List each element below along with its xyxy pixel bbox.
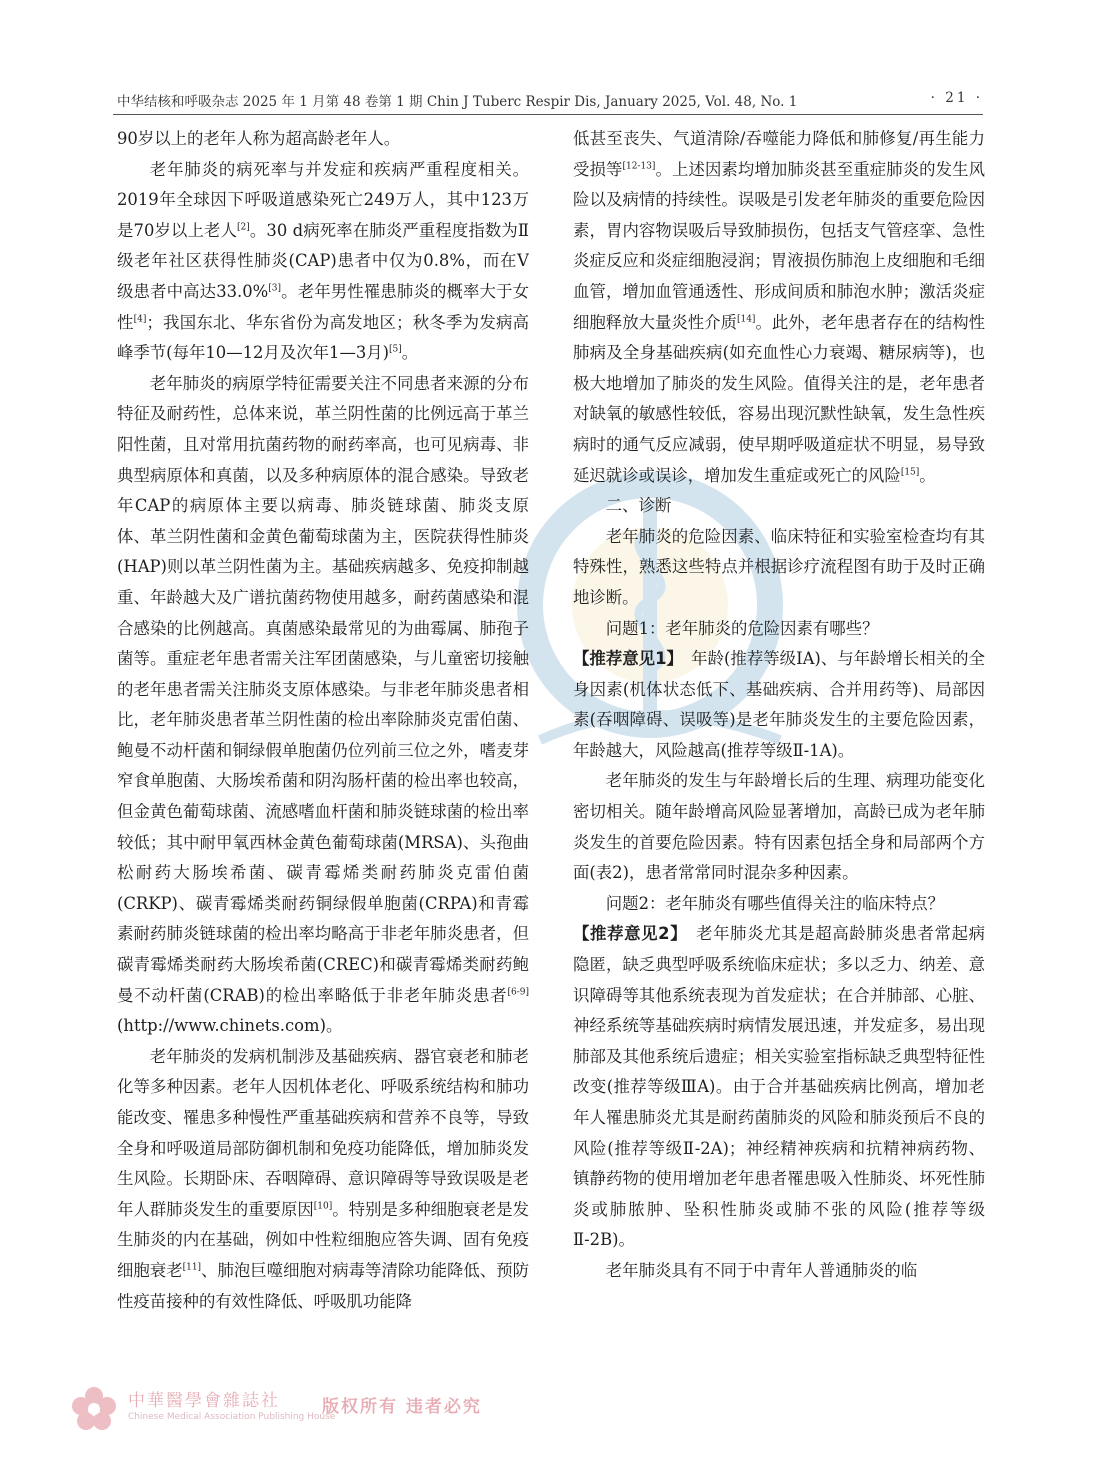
paragraph-text: 年龄(推荐等级ⅠA)、与年龄增长相关的全身因素(机体状态低下、基础疾病、合并用药等)、局部因素(吞咽障碍、误吸等)是老年肺炎发生的主要危险因素，年龄越大，风险越高(推荐等级Ⅱ-1A)。: [573, 649, 985, 760]
recommendation-paragraph: [573, 644, 985, 766]
running-header: [113, 88, 983, 114]
paragraph-text: 低甚至丧失、气道清除/吞噬能力降低和肺修复/再生能力受损等: [573, 129, 985, 179]
body-paragraph: [117, 369, 529, 1042]
body-paragraph: [117, 155, 529, 369]
paragraph-text: 90岁以上的老年人称为超高龄老年人。: [117, 129, 401, 148]
paragraph-text: ；我国东北、华东省份为高发地区；秋冬季为发病高峰季节(每年10—12月及次年1—3月): [117, 312, 529, 363]
citation-reference: [10]: [313, 1201, 333, 1212]
publisher-name-cn: 中華醫學會雜誌社: [128, 1391, 280, 1411]
recommendation-label: 【推荐意见1】: [573, 649, 675, 669]
paragraph-text: 问题2：老年肺炎有哪些值得关注的临床特点？: [605, 893, 945, 913]
body-paragraph: [117, 1042, 529, 1317]
paragraph-text: 问题1：老年肺炎的危险因素有哪些？: [605, 618, 879, 638]
body-paragraph: [573, 124, 985, 491]
citation-reference: [14]: [736, 314, 756, 325]
paragraph-text: 。: [401, 343, 419, 363]
paragraph-text: (http://www.chinets.com)。: [117, 1016, 343, 1036]
paragraph-text: 。30 d病死率在肺炎严重程度指数为Ⅱ级老年社区获得性肺炎(CAP)患者中仅为0.8%，而在Ⅴ级患者中高达33.0%: [117, 220, 529, 301]
body-paragraph: [573, 766, 985, 888]
paragraph-text: 老年肺炎的病死率与并发症和疾病严重程度相关。2019年全球因下呼吸道感染死亡249万人，其中123万是70岁以上老人: [117, 159, 529, 240]
paragraph-text: 。此外，老年患者存在的结构性肺病及全身基础疾病(如充血性心力衰竭、糖尿病等)，也极大地增加了肺炎的发生风险。值得关注的是，老年患者对缺氧的敏感性较低，容易出现沉默性缺氧，发生急性疾病时的通气反应减弱，使早期呼吸道症状不明显，易导致延迟就诊或误诊，增加发生重症或死亡的风险: [573, 312, 985, 485]
citation-reference: [3]: [268, 283, 282, 294]
paragraph-text: 老年肺炎具有不同于中青年人普通肺炎的临: [605, 1260, 918, 1280]
copyright-slogan: 版权所有 违者必究: [322, 1397, 482, 1417]
paragraph-text: 二、诊断: [605, 496, 672, 516]
body-paragraph: [573, 1256, 985, 1287]
publisher-footer: [62, 1384, 582, 1434]
citation-reference: [5]: [389, 344, 402, 355]
publisher-flower-logo-icon: [70, 1386, 118, 1432]
recommendation-label: 【推荐意见2】: [573, 924, 680, 944]
paragraph-text: 。老年男性罹患肺炎的概率大于女性: [117, 281, 529, 332]
paragraph-text: 老年肺炎的发病机制涉及基础疾病、器官衰老和肺老化等多种因素。老年人因机体老化、呼吸系统结构和肺功能改变、罹患多种慢性严重基础疾病和营养不良等，导致全身和呼吸道局部防御机制和免疫功能降低，增加肺炎发生风险。长期卧床、吞咽障碍、意识障碍等导致误吸是老年人群肺炎发生的重要原因: [117, 1046, 529, 1219]
citation-reference: [15]: [900, 467, 920, 478]
paragraph-text: 老年肺炎的发生与年龄增长后的生理、病理功能变化密切相关。随年龄增高风险显著增加，高龄已成为老年肺炎发生的首要危险因素。特有因素包括全身和局部两个方面(表2)，患者常常同时混杂多种因素。: [573, 771, 985, 883]
paragraph-text: 。特别是多种细胞衰老是发生肺炎的内在基础，例如中性粒细胞应答失调、固有免疫细胞衰老: [117, 1199, 529, 1280]
citation-reference: [6-9]: [507, 987, 529, 998]
header-rule: [113, 114, 983, 115]
body-paragraph: [573, 491, 985, 522]
page-number: · 21 ·: [930, 90, 983, 106]
left-column: [117, 124, 529, 1360]
publisher-name-en: Chinese Medical Association Publishing House: [128, 1412, 336, 1422]
body-paragraph: [573, 614, 985, 645]
body-paragraph: [573, 889, 985, 920]
paragraph-text: 。上述因素均增加肺炎甚至重症肺炎的发生风险以及病情的持续性。误吸是引发老年肺炎的重要危险因素，胃内容物误吸后导致肺损伤，包括支气管痉挛、急性炎症反应和炎症细胞浸润；胃液损伤肺泡上皮细胞和毛细血管，增加血管通透性、形成间质和肺泡水肿；激活炎症细胞释放大量炎性介质: [573, 159, 985, 332]
body-paragraph: [573, 522, 985, 614]
recommendation-paragraph: [573, 919, 985, 1256]
citation-reference: [12-13]: [622, 161, 656, 172]
paragraph-text: 。: [919, 465, 936, 485]
paragraph-text: 老年肺炎尤其是超高龄肺炎患者常起病隐匿，缺乏典型呼吸系统临床症状；多以乏力、纳差、意识障碍等其他系统表现为首发症状；在合并肺部、心脏、神经系统等基础疾病时病情发展迅速，并发症多，易出现肺部及其他系统后遗症；相关实验室指标缺乏典型特征性改变(推荐等级ⅢA)。由于合并基础疾病比例高，增加老年人罹患肺炎尤其是耐药菌肺炎的风险和肺炎预后不良的风险(推荐等级Ⅱ-2A)；神经精神疾病和抗精神病药物、镇静药物的使用增加老年患者罹患吸入性肺炎、坏死性肺炎或肺脓肿、坠积性肺炎或肺不张的风险(推荐等级Ⅱ-2B)。: [573, 924, 985, 1250]
body-paragraph: [117, 124, 529, 155]
paragraph-text: 、肺泡巨噬细胞对病毒等清除功能降低、预防性疫苗接种的有效性降低、呼吸肌功能降: [117, 1260, 529, 1311]
right-column: [573, 124, 985, 1360]
journal-running-title: 中华结核和呼吸杂志 2025 年 1 月第 48 卷第 1 期 Chin J Tuberc Respir Dis, January 2025, Vol. 48, No. 1: [117, 94, 798, 110]
paragraph-text: 老年肺炎的病原学特征需要关注不同患者来源的分布特征及耐药性，总体来说，革兰阴性菌的比例远高于革兰阳性菌，且对常用抗菌药物的耐药率高，也可见病毒、非典型病原体和真菌，以及多种病原体的混合感染。导致老年CAP的病原体主要以病毒、肺炎链球菌、肺炎支原体、革兰阴性菌和金黄色葡萄球菌为主，医院获得性肺炎(HAP)则以革兰阴性菌为主。基础疾病越多、免疫抑制越重、年龄越大及广谱抗菌药物使用越多，耐药菌感染和混合感染的比例越高。真菌感染最常见的为曲霉属、肺孢子菌等。重症老年患者需关注军团菌感染，与儿童密切接触的老年患者需关注肺炎支原体感染。与非老年肺炎患者相比，老年肺炎患者革兰阴性菌的检出率除肺炎克雷伯菌、鲍曼不动杆菌和铜绿假单胞菌仍位列前三位之外，嗜麦芽窄食单胞菌、大肠埃希菌和阴沟肠杆菌的检出率也较高，但金黄色葡萄球菌、流感嗜血杆菌和肺炎链球菌的检出率较低；其中耐甲氧西林金黄色葡萄球菌(MRSA)、头孢曲松耐药大肠埃希菌、碳青霉烯类耐药肺炎克雷伯菌(CRKP)、碳青霉烯类耐药铜绿假单胞菌(CRPA)和青霉素耐药肺炎链球菌的检出率均略高于非老年肺炎患者，但碳青霉烯类耐药大肠埃希菌(CREC)和碳青霉烯类耐药鲍曼不动杆菌(CRAB)的检出率略低于非老年肺炎患者: [117, 373, 529, 1005]
citation-reference: [4]: [133, 314, 147, 325]
citation-reference: [2]: [237, 222, 250, 233]
citation-reference: [11]: [182, 1262, 202, 1273]
paragraph-text: 老年肺炎的危险因素、临床特征和实验室检查均有其特殊性，熟悉这些特点并根据诊疗流程图有助于及时正确地诊断。: [573, 526, 985, 607]
